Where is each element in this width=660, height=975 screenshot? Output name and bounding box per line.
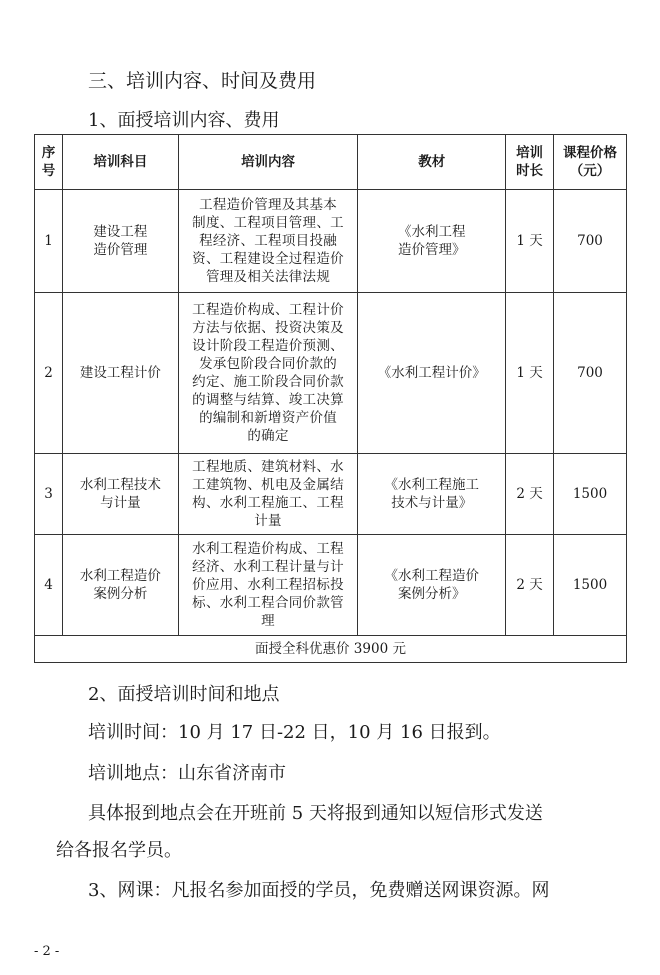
cell-textbook: 《水利工程计价》 (358, 293, 506, 454)
cell-no: 4 (35, 535, 63, 636)
cell-no: 1 (35, 190, 63, 293)
table-row (35, 190, 627, 293)
notice-text: 具体报到地点会在开班前 5 天将报到通知以短信形式发送 (88, 803, 543, 824)
cell-content: 水利工程造价构成、工程 经济、水利工程计量与计 价应用、水利工程招标投 标、水利工程合同价款管 理 (178, 535, 358, 636)
cell-subject: 建设工程计价 (62, 293, 178, 454)
header-no: 序 号 (35, 135, 63, 190)
section-heading: 三、培训内容、时间及费用 (88, 70, 317, 92)
header-duration: 培训 时长 (506, 135, 554, 190)
cell-subject: 水利工程技术 与计量 (62, 454, 178, 535)
cell-textbook: 《水利工程造价 案例分析》 (358, 535, 506, 636)
header-subject: 培训科目 (62, 135, 178, 190)
table-summary-row (35, 636, 627, 663)
cell-duration: 2 天 (506, 454, 554, 535)
subsection-heading-1: 1、面授培训内容、费用 (88, 110, 280, 131)
cell-price: 700 (554, 293, 627, 454)
course-fee-table (34, 134, 627, 663)
table-header-row (35, 135, 627, 190)
cell-price: 1500 (554, 535, 627, 636)
training-time: 培训时间：10 月 17 日-22 日，10 月 16 日报到。 (88, 722, 501, 743)
cell-textbook: 《水利工程施工 技术与计量》 (358, 454, 506, 535)
header-textbook: 教材 (358, 135, 506, 190)
subsection-heading-2: 2、面授培训时间和地点 (88, 684, 280, 705)
cell-price: 700 (554, 190, 627, 293)
cell-no: 3 (35, 454, 63, 535)
cell-content: 工程造价构成、工程计价 方法与依据、投资决策及 设计阶段工程造价预测、 发承包阶段合同价款的 约定、施工阶段合同价款 的调整与结算、竣工决算 的编制和新增资产价值 的确定 (178, 293, 358, 454)
table-row (35, 293, 627, 454)
header-content: 培训内容 (178, 135, 358, 190)
training-place: 培训地点：山东省济南市 (88, 763, 286, 784)
page-number: - 2 - (34, 944, 60, 959)
cell-duration: 1 天 (506, 190, 554, 293)
cell-duration: 1 天 (506, 293, 554, 454)
header-price: 课程价格 （元） (554, 135, 627, 190)
table-row (35, 535, 627, 636)
cell-duration: 2 天 (506, 535, 554, 636)
table-row (35, 454, 627, 535)
cell-subject: 水利工程造价 案例分析 (62, 535, 178, 636)
cell-content: 工程造价管理及其基本 制度、工程项目管理、工 程经济、工程项目投融 资、工程建设全过程造价 管理及相关法律法规 (178, 190, 358, 293)
online-course-text: 3、网课：凡报名参加面授的学员，免费赠送网课资源。网 (88, 880, 550, 901)
notice-text-continued: 给各报名学员。 (56, 840, 182, 861)
cell-no: 2 (35, 293, 63, 454)
summary-price: 面授全科优惠价 3900 元 (35, 636, 627, 663)
cell-textbook: 《水利工程 造价管理》 (358, 190, 506, 293)
cell-subject: 建设工程 造价管理 (62, 190, 178, 293)
cell-content: 工程地质、建筑材料、水 工建筑物、机电及金属结 构、水利工程施工、工程 计量 (178, 454, 358, 535)
cell-price: 1500 (554, 454, 627, 535)
